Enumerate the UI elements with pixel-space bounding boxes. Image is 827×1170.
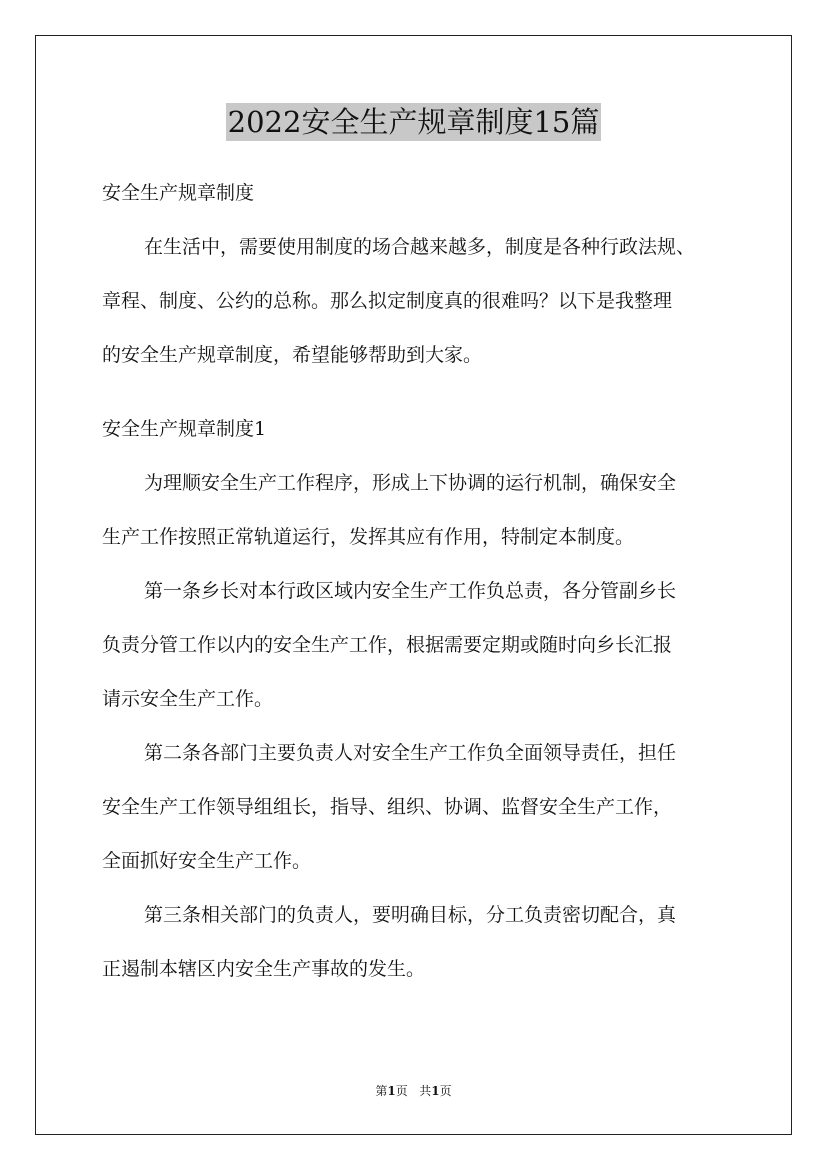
document-body: [102, 176, 732, 1006]
paragraph-line: 负责分管工作以内的安全生产工作，根据需要定期或随时向乡长汇报: [102, 634, 673, 656]
title-area: [0, 103, 827, 141]
paragraph-line: 全面抓好安全生产工作。: [102, 850, 312, 872]
page-prefix: 第: [375, 1084, 388, 1098]
paragraph-line: 第二条各部门主要负责人对安全生产工作负全面领导责任，担任: [144, 742, 677, 764]
section-heading: 安全生产规章制度1: [102, 418, 267, 440]
paragraph-line: 安全生产工作领导组组长，指导、组织、协调、监督安全生产工作，: [102, 796, 673, 818]
total-suffix: 页: [439, 1084, 452, 1098]
paragraph-line: 章程、制度、公约的总称。那么拟定制度真的很难吗？以下是我整理: [102, 290, 673, 312]
paragraph-line: 为理顺安全生产工作程序，形成上下协调的运行机制，确保安全: [144, 472, 677, 494]
paragraph-line: 第一条乡长对本行政区域内安全生产工作负总责，各分管副乡长: [144, 580, 677, 602]
page-suffix: 页: [395, 1084, 408, 1098]
paragraph-line: 正遏制本辖区内安全生产事故的发生。: [102, 958, 426, 980]
page-number: 1: [387, 1084, 396, 1098]
total-pages: 1: [431, 1084, 440, 1098]
paragraph-line: 请示安全生产工作。: [102, 688, 274, 710]
paragraph-line: 生产工作按照正常轨道运行，发挥其应有作用，特制定本制度。: [102, 526, 635, 548]
total-prefix: 共: [419, 1084, 432, 1098]
paragraph-line: 第三条相关部门的负责人，要明确目标，分工负责密切配合，真: [144, 904, 677, 926]
section-heading: 安全生产规章制度: [102, 182, 255, 204]
paragraph-line: 在生活中，需要使用制度的场合越来越多，制度是各种行政法规、: [144, 236, 696, 258]
paragraph-line: 的安全生产规章制度，希望能够帮助到大家。: [102, 344, 483, 366]
page-footer: [0, 1083, 827, 1099]
document-title: 2022安全生产规章制度15篇: [227, 105, 600, 139]
